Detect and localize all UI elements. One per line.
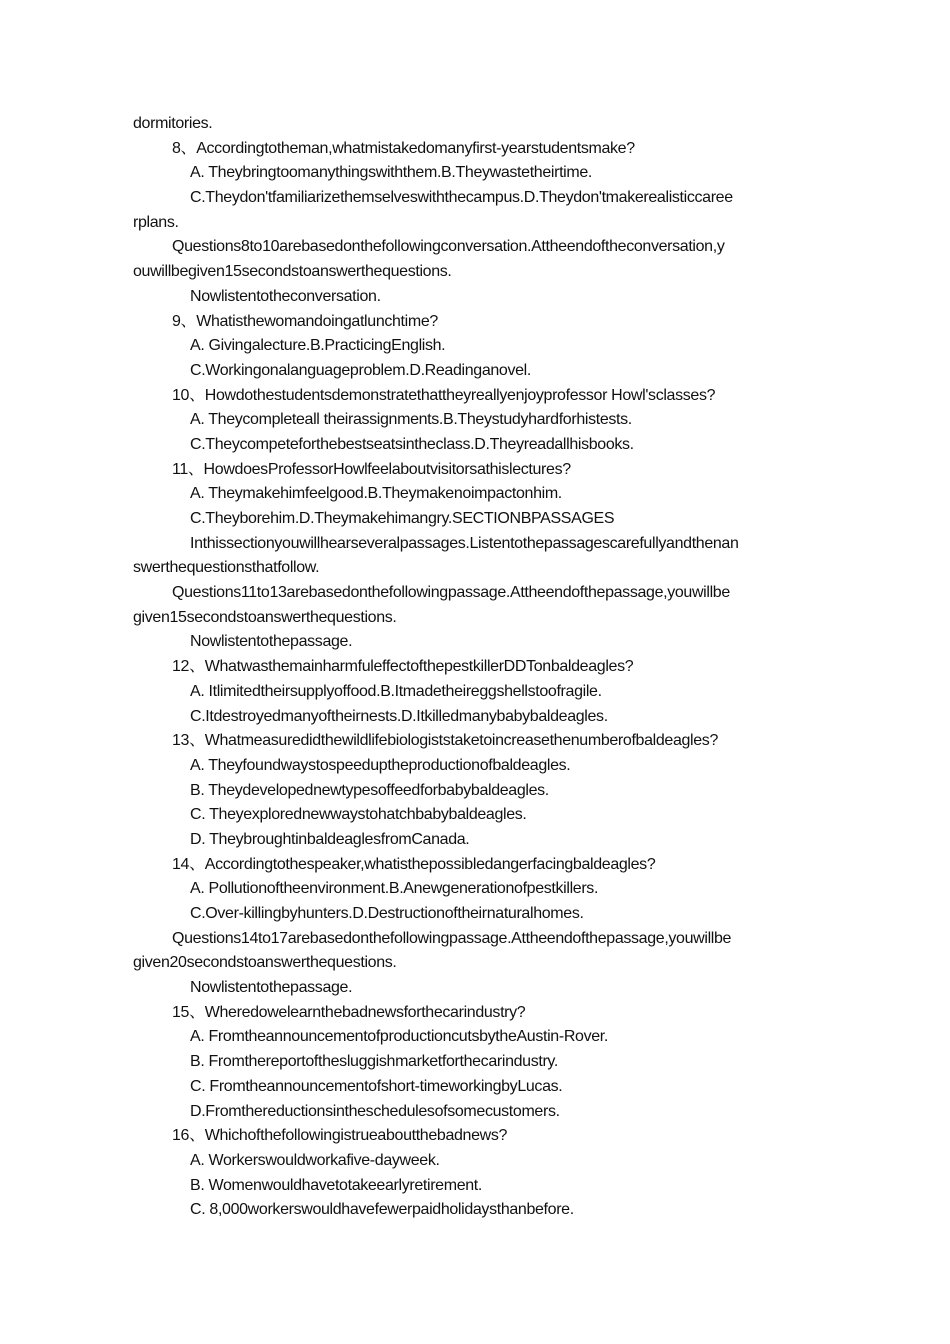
question-8: 8、Accordingtotheman,whatmistakedomanyfirst-yearstudentsmake? — [172, 139, 635, 157]
question-13-option-d: D. TheybroughtinbaldeaglesfromCanada. — [190, 830, 470, 848]
instruction-line: Questions8to10arebasedonthefollowingconversation.Attheendoftheconversation,y — [172, 238, 725, 256]
question-15-option-b: B. Fromthereportofthesluggishmarketforthecarindustry. — [190, 1053, 558, 1071]
question-10: 10、Howdothestudentsdemonstratethattheyreallyenjoyprofessor Howl'sclasses? — [172, 386, 716, 404]
question-10-options-cd: C.Theycompeteforthebestseatsintheclass.D.Theyreadallhisbooks. — [190, 435, 634, 453]
question-13-option-b: B. Theydevelopednewtypesoffeedforbabybaldeagles. — [190, 781, 549, 799]
question-16: 16、Whichofthefollowingistrueaboutthebadnews? — [172, 1127, 508, 1145]
question-16-option-a: A. Workerswouldworkafive-dayweek. — [190, 1151, 440, 1169]
question-13-option-a: A. Theyfoundwaystospeeduptheproductionofbaldeagles. — [190, 756, 571, 774]
question-11: 11、HowdoesProfessorHowlfeelaboutvisitorsathislectures? — [172, 460, 571, 478]
question-15-option-c: C. Fromtheannouncementofshort-timeworkingbyLucas. — [190, 1077, 563, 1095]
question-11-options-ab: A. Theymakehimfeelgood.B.Theymakenoimpactonhim. — [190, 485, 562, 503]
question-10-options-ab: A. Theycompleteall theirassignments.B.Theystudyhardforhistests. — [190, 411, 632, 429]
question-16-option-b: B. Womenwouldhavetotakeearlyretirement. — [190, 1176, 482, 1194]
question-14-options-cd: C.Over-killingbyhunters.D.Destructionoftheirnaturalhomes. — [190, 905, 584, 922]
instruction-line: Questions14to17arebasedonthefollowingpassage.Attheendofthepassage,youwillbe — [172, 929, 732, 947]
question-12: 12、WhatwasthemainharmfuleffectofthepestkillerDDTonbaldeagles? — [172, 658, 634, 676]
question-9-options-ab: A. Givingalecture.B.PracticingEnglish. — [190, 337, 446, 355]
question-15-option-a: A. FromtheannouncementofproductioncutsbytheAustin-Rover. — [190, 1028, 608, 1046]
question-15: 15、Wheredowelearnthebadnewsforthecarindustry? — [172, 1003, 526, 1021]
question-8-options-ab: A. Theybringtoomanythingswiththem.B.Theywastetheirtime. — [190, 164, 592, 182]
document-page — [0, 112, 950, 1223]
question-14-options-ab: A. Pollutionoftheenvironment.B.Anewgenerationofpestkillers. — [190, 880, 599, 898]
instruction-line: given15secondstoanswerthequestions. — [133, 608, 397, 626]
question-14: 14、Accordingtothespeaker,whatisthepossibledangerfacingbaldeagles? — [172, 855, 656, 873]
text-line: dormitories. — [133, 115, 213, 132]
question-16-option-c: C. 8,000workerswouldhavefewerpaidholidaysthanbefore. — [190, 1201, 574, 1219]
listen-instruction: Nowlistentothepassage. — [190, 979, 353, 997]
instruction-line: Questions11to13arebasedonthefollowingpassage.Attheendofthepassage,youwillbe — [172, 584, 730, 602]
question-13: 13、Whatmeasuredidthewildlifebiologiststaketoincreasethenumberofbaldeagles? — [172, 732, 718, 750]
instruction-line: given20secondstoanswerthequestions. — [133, 954, 397, 972]
question-12-options-ab: A. Itlimitedtheirsupplyoffood.B.Itmadetheireggshellstoofragile. — [190, 682, 602, 700]
question-13-option-c: C. Theyexplorednewwaystohatchbabybaldeagles. — [190, 806, 527, 824]
listen-instruction: Nowlistentotheconversation. — [190, 287, 381, 305]
section-instruction: swerthequestionsthatfollow. — [133, 559, 320, 577]
listen-instruction: Nowlistentothepassage. — [190, 633, 353, 651]
question-9-options-cd: C.Workingonalanguageproblem.D.Readinganovel. — [190, 361, 531, 379]
question-12-options-cd: C.Itdestroyedmanyoftheirnests.D.Itkilledmanybabybaldeagles. — [190, 707, 608, 725]
question-9: 9、Whatisthewomandoingatlunchtime? — [172, 312, 438, 330]
text-line: rplans. — [133, 213, 179, 231]
question-8-options-cd: C.Theydon'tfamiliarizethemselveswiththecampus.D.Theydon'tmakerealisticcaree — [190, 189, 733, 207]
section-instruction: Inthissectionyouwillhearseveralpassages.Listentothepassagescarefullyandthenan — [190, 534, 739, 552]
question-11-options-cd: C.Theyborehim.D.Theymakehimangry.SECTIONBPASSAGES — [190, 510, 615, 527]
question-15-option-d: D.Fromthereductionsintheschedulesofsomecustomers. — [190, 1102, 560, 1120]
instruction-line: ouwillbegiven15secondstoanswerthequestions. — [133, 263, 452, 281]
